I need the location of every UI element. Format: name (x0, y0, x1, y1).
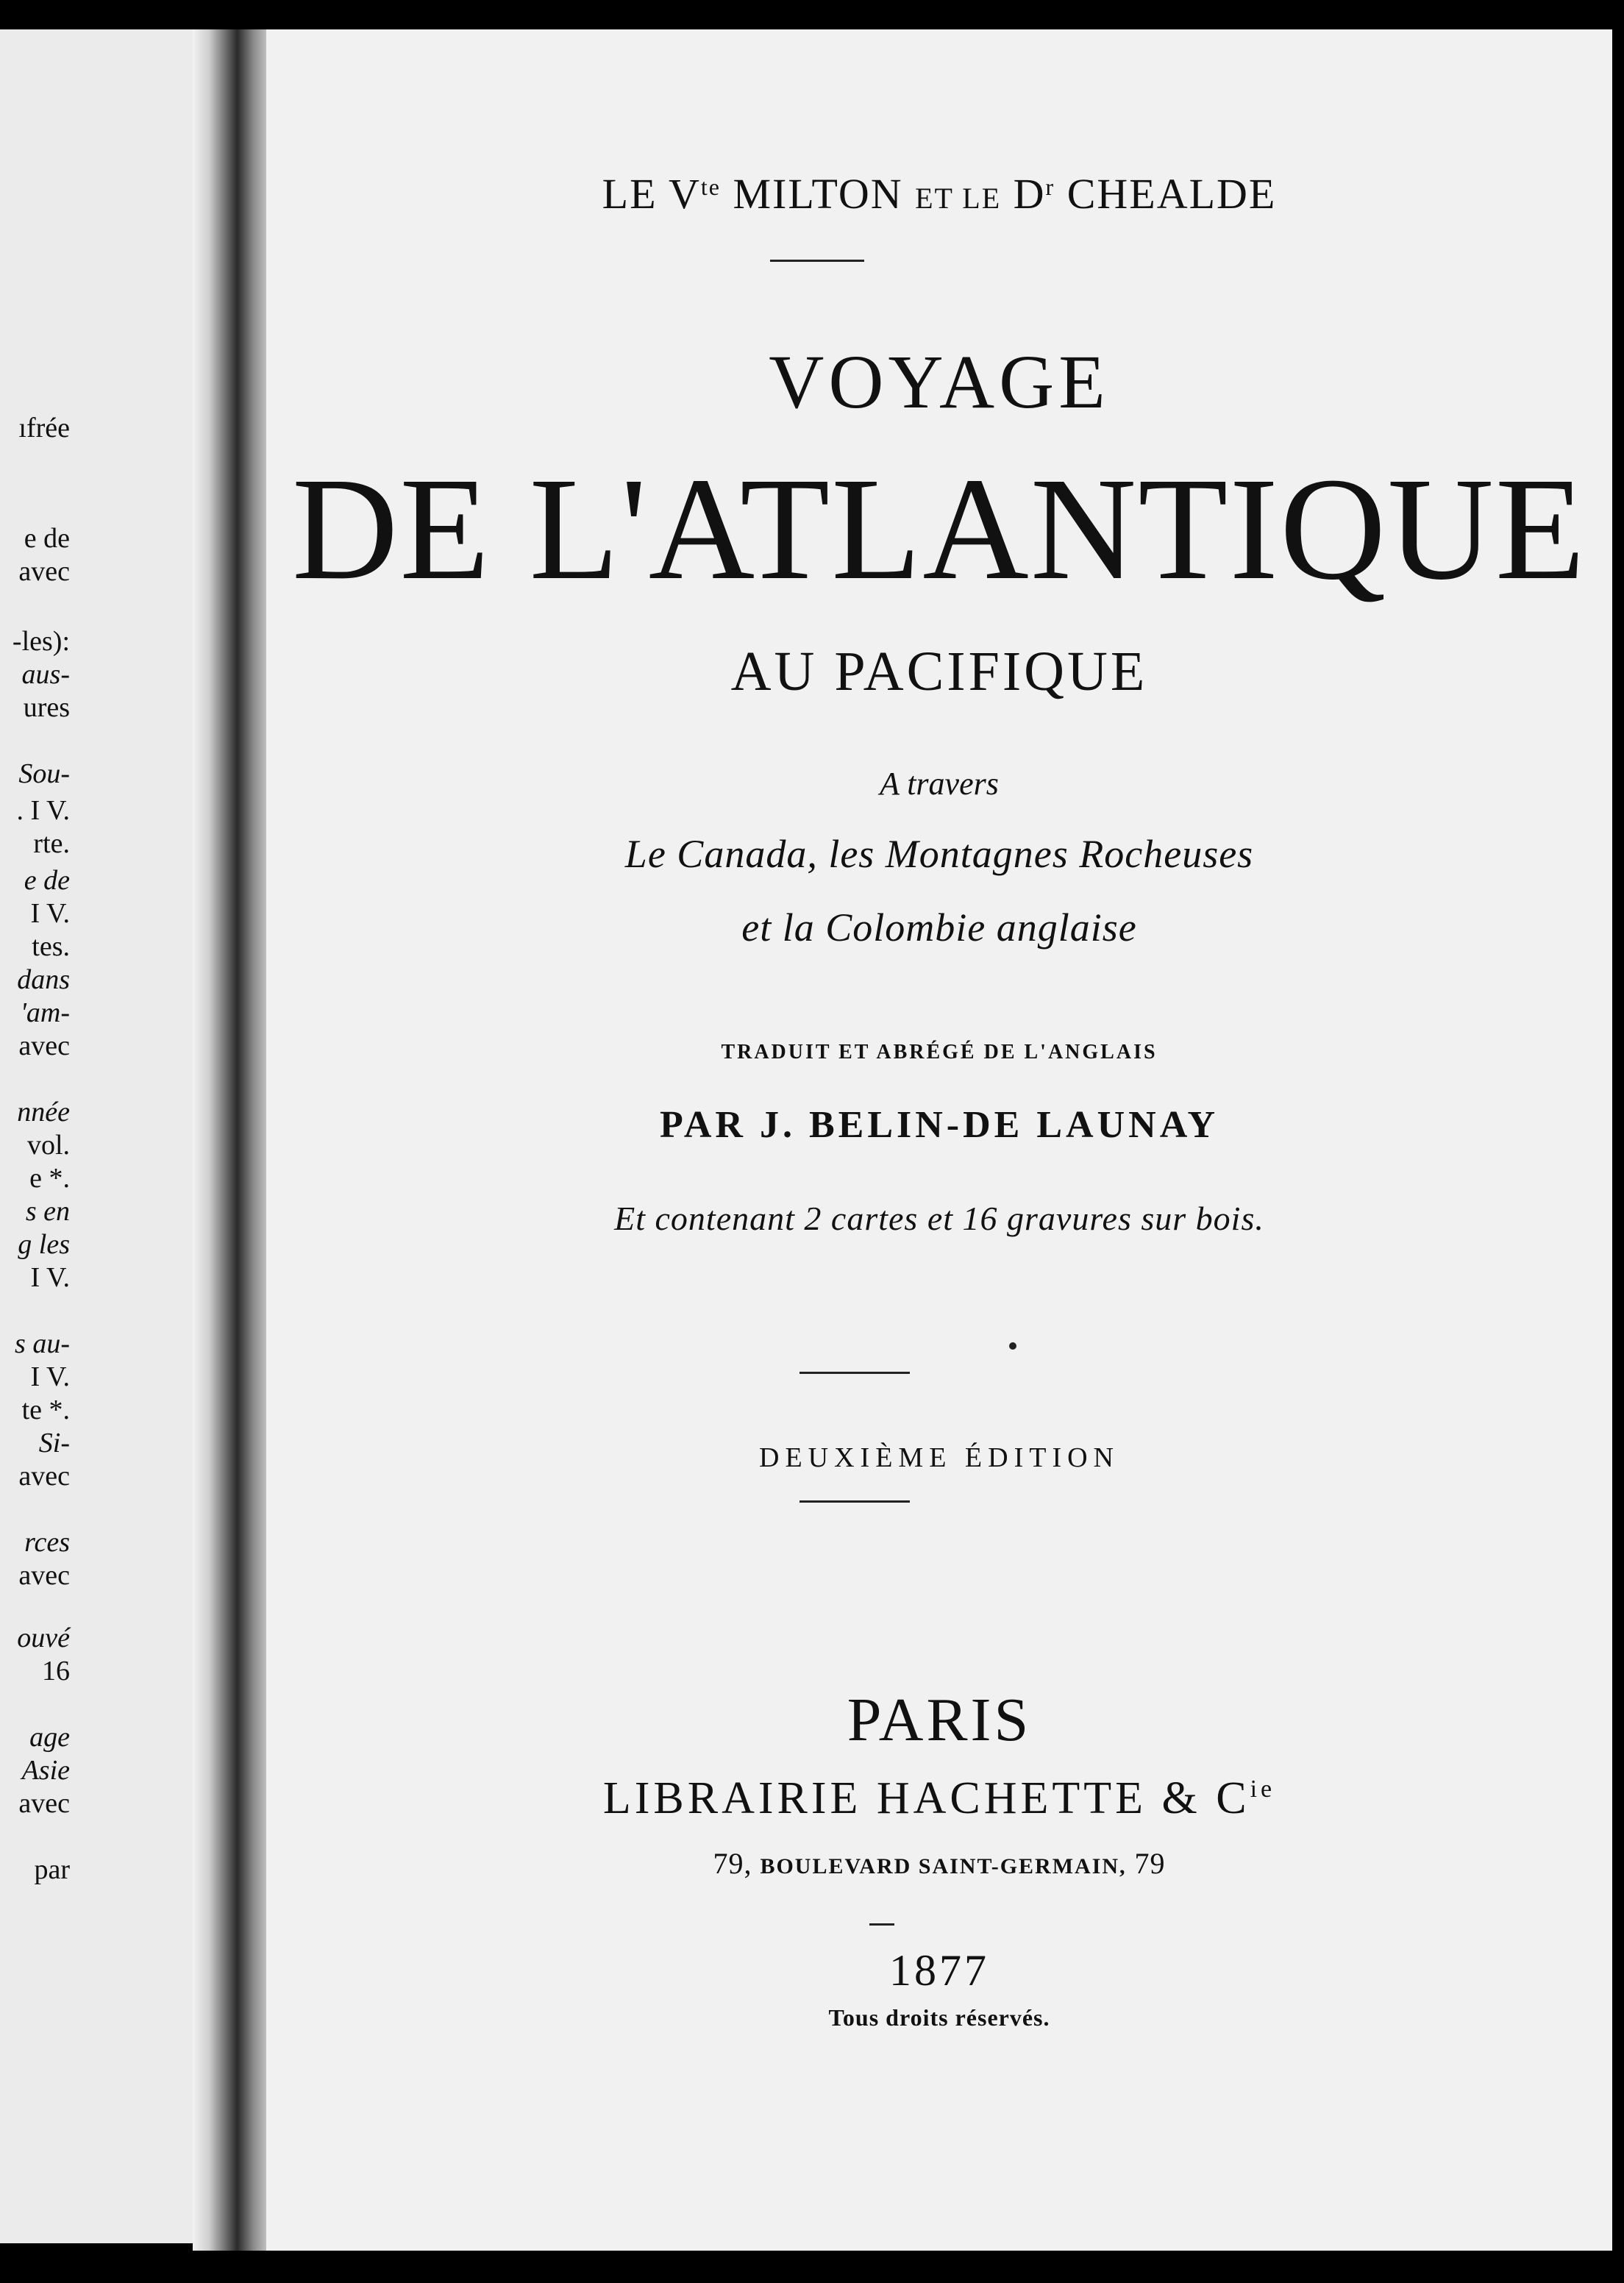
left-page-text-fragment: . I V. (16, 795, 70, 826)
ink-speck (1009, 1342, 1016, 1350)
publisher-address (266, 1846, 1612, 1881)
publisher-line (266, 1773, 1612, 1825)
contents-note: Et contenant 2 cartes et 16 gravures sur bois. (614, 1200, 1264, 1237)
left-page-text-fragment: dans (17, 964, 70, 995)
left-page-text-fragment: e *. (29, 1163, 70, 1194)
left-page-text-fragment: I V. (30, 1361, 70, 1392)
left-page-text-fragment: age (29, 1722, 70, 1753)
subtitle-intro: A travers (880, 766, 999, 802)
left-page-text-fragment: s au- (15, 1328, 70, 1359)
publication-year: 1877 (889, 1946, 989, 1995)
left-page-text-fragment: s en (25, 1196, 70, 1227)
left-page-text-fragment: 16 (42, 1656, 70, 1687)
authors-line (266, 169, 1612, 218)
left-page-text-fragment: avec (18, 1560, 70, 1591)
left-page-text-fragment: nnée (17, 1097, 70, 1128)
translator-line: PAR J. BELIN-DE LAUNAY (659, 1104, 1219, 1146)
address-number: 79, (713, 1847, 761, 1880)
left-facing-page (0, 29, 206, 2243)
left-page-text-fragment: ouvé (17, 1623, 70, 1653)
publisher-sup: ie (1250, 1776, 1276, 1803)
author2-prefix: D (1001, 170, 1046, 218)
divider-rule (799, 1372, 910, 1374)
left-page-text-fragment: avec (18, 1461, 70, 1492)
title-main: DE L'ATLANTIQUE (291, 448, 1587, 610)
author1-title-sup: te (700, 174, 721, 200)
address-street: BOULEVARD SAINT-GERMAIN, (760, 1854, 1127, 1878)
publisher-name: LIBRAIRIE HACHETTE & C (602, 1773, 1250, 1823)
divider-rule (799, 1500, 910, 1503)
left-page-text-fragment: -les): (12, 626, 70, 657)
left-page-text-fragment: rte. (33, 828, 70, 859)
left-page-text-fragment: Sou- (18, 758, 70, 789)
left-page-text-fragment: avec (18, 1030, 70, 1061)
subtitle-line-1: Le Canada, les Montagnes Rocheuses (624, 832, 1254, 876)
title-page (266, 29, 1612, 2251)
left-page-text-fragment: g les (18, 1229, 70, 1260)
left-page-text-fragment: I V. (30, 898, 70, 929)
authors-conjunction: ET LE (915, 182, 1002, 215)
divider-rule (770, 260, 864, 262)
author2-title-sup: r (1045, 174, 1055, 200)
left-page-text-fragment: e de (24, 523, 70, 554)
left-page-text-fragment: aus- (21, 659, 70, 690)
divider-rule (869, 1923, 894, 1926)
author1-prefix: LE V (602, 170, 701, 218)
left-page-text-fragment: avec (18, 1788, 70, 1819)
book-gutter (193, 29, 274, 2251)
author1-name: MILTON (720, 170, 916, 218)
left-page-text-fragment: vol. (26, 1130, 70, 1161)
left-page-text-fragment: ures (23, 692, 70, 723)
left-page-text-fragment: Asie (21, 1755, 70, 1786)
left-page-text-fragment: tes. (32, 931, 70, 962)
left-page-text-fragment: I V. (30, 1262, 70, 1293)
left-page-text-fragment: ıfrée (18, 413, 70, 444)
title-pacifique: AU PACIFIQUE (730, 641, 1148, 702)
imprint-city: PARIS (847, 1686, 1032, 1754)
left-page-text-fragment: Si- (38, 1428, 70, 1459)
left-page-text-fragment: 'am- (20, 997, 70, 1028)
address-number: 79 (1126, 1847, 1166, 1880)
subtitle-line-2: et la Colombie anglaise (741, 905, 1137, 950)
left-page-text-fragment: avec (18, 556, 70, 587)
translation-note: TRADUIT ET ABRÉGÉ DE L'ANGLAIS (721, 1041, 1158, 1064)
title-voyage: VOYAGE (769, 340, 1110, 424)
left-page-text-fragment: rces (24, 1527, 70, 1558)
rights-notice: Tous droits réservés. (828, 2004, 1050, 2031)
edition-line: DEUXIÈME ÉDITION (759, 1442, 1119, 1473)
left-page-text-fragment: e de (24, 865, 70, 896)
left-page-text-fragment: te *. (21, 1395, 70, 1425)
left-page-text-fragment: par (34, 1854, 70, 1885)
author2-name: CHEALDE (1055, 170, 1277, 218)
